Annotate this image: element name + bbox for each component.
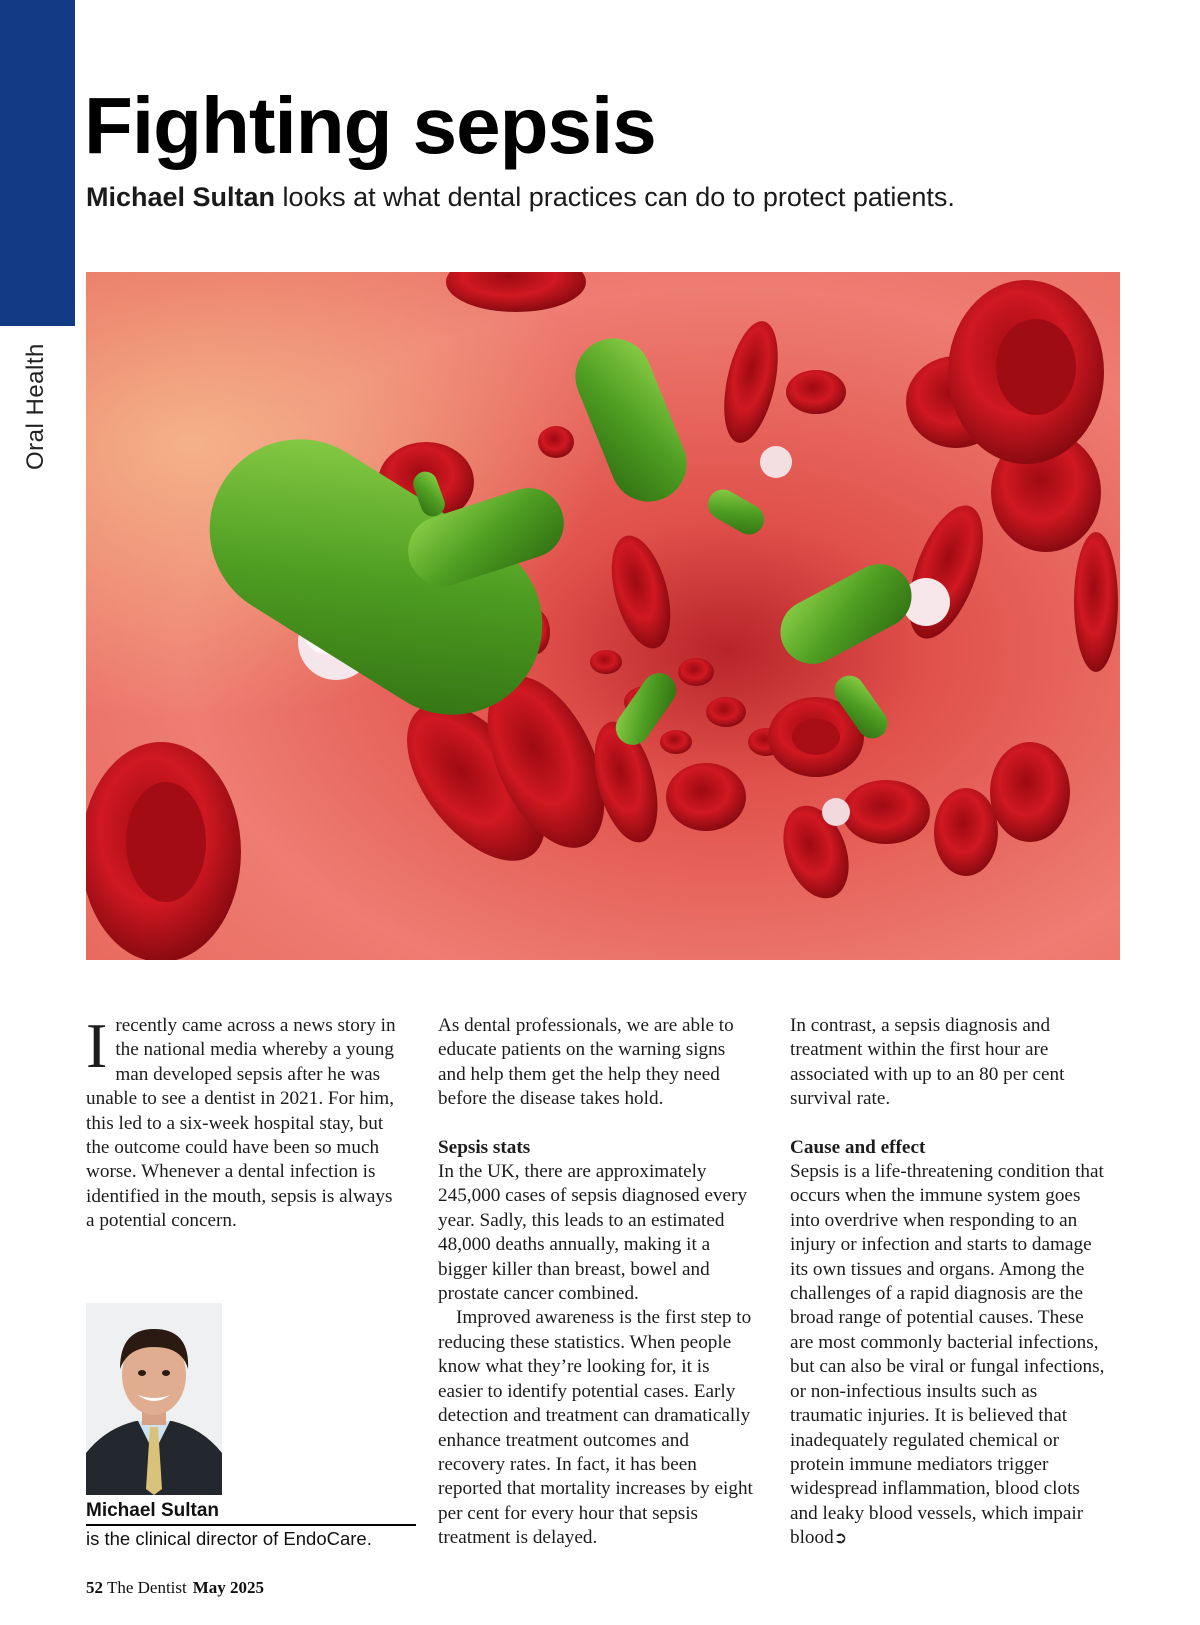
drop-cap: I xyxy=(86,1010,108,1081)
article-column-2 xyxy=(438,1014,756,1551)
page-number: 52 xyxy=(86,1578,103,1597)
headline: Fighting sepsis xyxy=(84,81,656,170)
standfirst-text: looks at what dental practices can do to protect patients. xyxy=(275,182,955,212)
standfirst-author: Michael Sultan xyxy=(86,182,276,212)
issue-date: May 2025 xyxy=(192,1578,265,1597)
intro-paragraph: Irecently came across a news story in the national media whereby a young man developed sepsis after he was unable to see a dentist in 2021. For him, this led to a six-week hospital stay, but the outcome could have been so much worse. Whenever a dental infection is identified in the mouth, sepsis is always a potential concern. xyxy=(86,1010,396,1232)
subheading-sepsis-stats: Sepsis stats xyxy=(438,1136,531,1158)
author-bio-text: is the clinical director of EndoCare. xyxy=(86,1528,372,1549)
hero-illustration xyxy=(86,272,1120,960)
paragraph: In the UK, there are approximately 245,000 cases of sepsis diagnosed every year. Sadly, this leads to an estimated 48,000 deaths annually, making it a bigger killer than breast, bowel and prostate cancer combined. xyxy=(438,1161,748,1305)
paragraph: As dental professionals, we are able to educate patients on the warning signs and help them get the help they need before the disease takes hold. xyxy=(438,1015,734,1110)
paragraph: Improved awareness is the first step to reducing these statistics. When people know what they’re looking for, it is easier to identify potential cases. Early detection and treatment can dramatically enhance treatment outcomes and recovery rates. In fact, it has been reported that mortality increases by eight per cent for every hour that sepsis treatment is delayed. xyxy=(438,1307,753,1549)
section-label: Oral Health xyxy=(22,343,49,470)
page-footer xyxy=(86,1578,264,1598)
paragraph: In contrast, a sepsis diagnosis and treatment within the first hour are associated with up to an 80 per cent survival rate. xyxy=(790,1015,1065,1110)
article-column-1 xyxy=(86,1010,404,1234)
continue-arrow-icon: ➲ xyxy=(833,1528,848,1548)
author-photo xyxy=(86,1303,222,1495)
standfirst xyxy=(86,182,955,213)
author-bio-name: Michael Sultan xyxy=(86,1500,416,1526)
paragraph: Sepsis is a life-threatening condition that occurs when the immune system goes into overdrive when responding to an injury or infection and starts to damage its own tissues and organs. Among the challenges of a rapid diagnosis are the broad range of potential causes. These are most commonly bacterial infections, but can also be viral or fungal infections, or non-infectious insults such as traumatic injuries. It is believed that inadequately regulated chemical or protein immune mediators trigger widespread inflammation, blood clots and leaky blood vessels, which impair blood➲ xyxy=(790,1161,1105,1549)
blood-vessel-bacteria-illustration xyxy=(86,272,1120,960)
author-portrait xyxy=(86,1303,222,1495)
article-column-3 xyxy=(790,1014,1108,1551)
subheading-cause-and-effect: Cause and effect xyxy=(790,1136,926,1158)
magazine-name: The Dentist xyxy=(106,1578,187,1597)
